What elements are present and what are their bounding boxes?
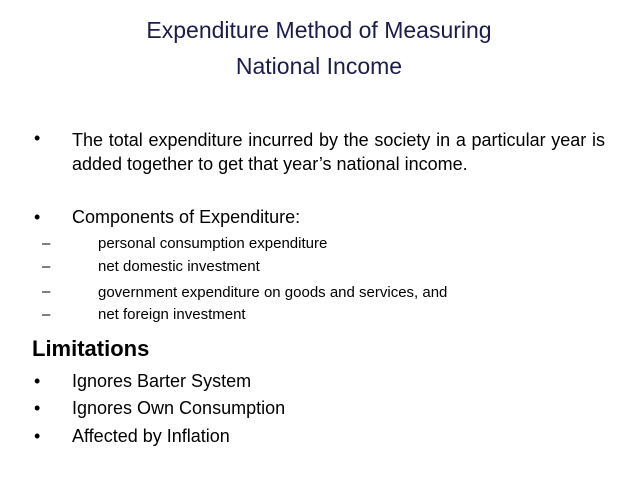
sub-item-dash: – — [42, 258, 51, 275]
sub-item-text: net foreign investment — [98, 306, 246, 323]
sub-item-text: government expenditure on goods and services, and — [98, 284, 448, 301]
limitation-item: Ignores Own Consumption — [72, 398, 286, 418]
sub-item-dash: – — [42, 235, 51, 252]
bullet-marker: • — [34, 398, 41, 418]
sub-item-dash: – — [42, 283, 51, 300]
sub-item-dash: – — [42, 306, 51, 323]
limitation-item: Affected by Inflation — [72, 426, 230, 446]
bullet-marker: • — [34, 128, 41, 148]
bullet-marker: • — [34, 426, 41, 446]
bullet-text-total-expenditure: The total expenditure incurred by the society in a particular year is added together to get that year’s national income. — [72, 130, 605, 174]
limitations-heading: Limitations — [32, 336, 150, 361]
sub-item-text: personal consumption expenditure — [98, 235, 328, 252]
slide-title-line-1: Expenditure Method of Measuring — [146, 17, 492, 43]
slide-title-line-2: National Income — [235, 53, 403, 79]
bullet-text-components: Components of Expenditure: — [72, 207, 301, 227]
sub-item-text: net domestic investment — [98, 258, 260, 275]
bullet-marker: • — [34, 207, 41, 227]
bullet-marker: • — [34, 371, 41, 391]
limitation-item: Ignores Barter System — [72, 371, 252, 391]
